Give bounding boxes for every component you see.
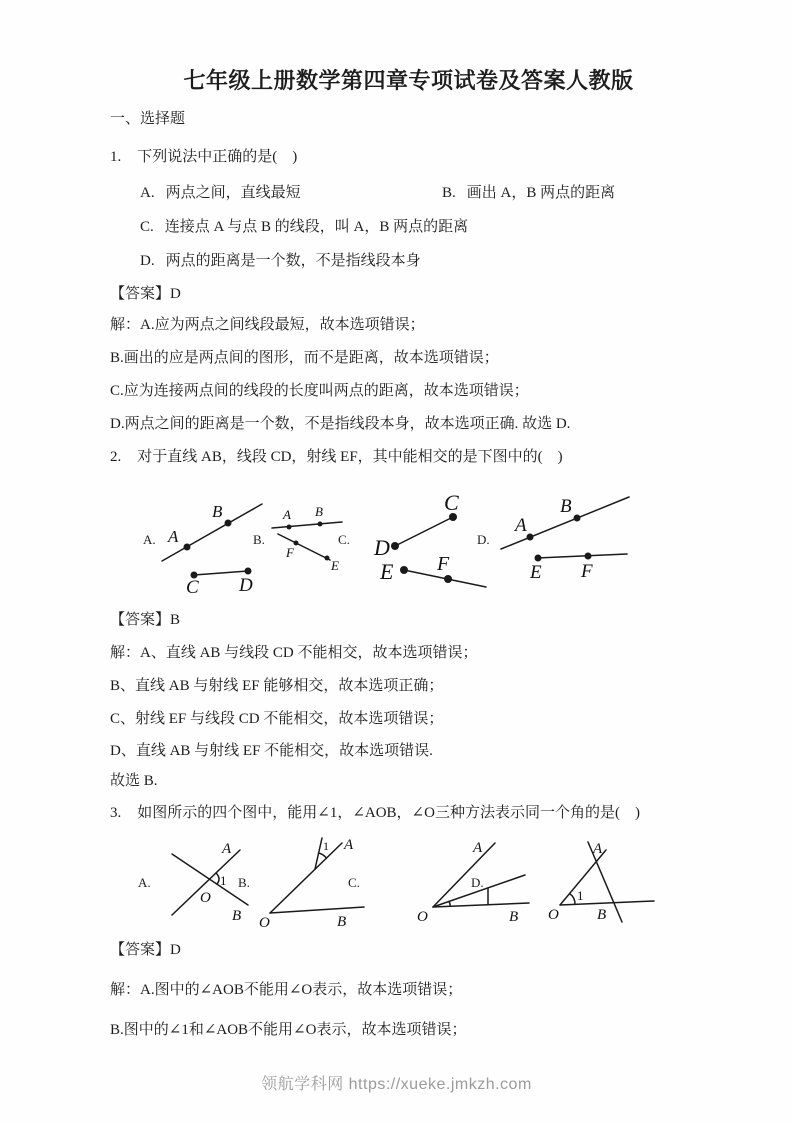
q2b-label-e: E — [331, 558, 339, 573]
q2-stem-line — [110, 448, 563, 467]
q2a-label-a: A — [168, 527, 179, 546]
q3b-label-b: B — [337, 914, 347, 930]
q2d-point-a — [527, 534, 534, 541]
q1-explanation-2: B.画出的应是两点间的图形，而不是距离，故本选项错误； — [110, 350, 499, 366]
q2d-point-e — [535, 555, 542, 562]
q1-explanation-3: C.应为连接两点间的线段的长度叫两点的距离，故本选项错误； — [110, 383, 529, 399]
q2b-label-a: A — [283, 507, 291, 522]
q1-stem: 下列说法中正确的是( ) — [137, 149, 298, 165]
q3-stem-line — [110, 804, 640, 823]
q2-figure-c — [360, 475, 490, 597]
q2-figure-b-label: B. — [253, 532, 265, 547]
q2-explanation-1: 解：A、直线 AB 与线段 CD 不能相交，故本选项错误； — [110, 645, 478, 661]
q2-explanation-3: C、射线 EF 与线段 CD 不能相交，故本选项错误； — [110, 711, 444, 727]
q2b-line-ab — [272, 522, 342, 528]
q3c-ray-ob — [433, 903, 529, 907]
q3b-ray-ob — [270, 907, 364, 913]
q3-figure-b-label: B. — [238, 875, 250, 890]
q2c-point-d — [391, 542, 399, 550]
q2b-label-b: B — [315, 504, 323, 519]
q3-figure-d — [548, 838, 660, 930]
q2d-point-f — [585, 553, 592, 560]
q2c-label-d: D — [374, 535, 390, 560]
q3-explanation-1: 解：A.图中的∠AOB不能用∠O表示，故本选项错误； — [110, 982, 463, 998]
q1-option-c — [140, 218, 468, 237]
q2a-point-b — [225, 520, 232, 527]
q3d-label-b: B — [597, 907, 607, 923]
q2c-label-c: C — [444, 490, 459, 515]
q1-option-d-text: 两点的距离是一个数，不是指线段本身 — [165, 253, 421, 269]
q2c-segment-dc — [395, 517, 453, 546]
q3b-ray-oa — [270, 843, 342, 913]
q1-option-b-label: B. — [442, 185, 456, 201]
q3a-label-angle1: 1 — [220, 873, 227, 888]
q3-number: 3. — [110, 805, 122, 821]
q2-figure-d — [497, 480, 632, 588]
q3d-angle-arc — [570, 894, 575, 905]
q3a-label-b: B — [232, 908, 242, 924]
q2-stem: 对于直线 AB，线段 CD，射线 EF，其中能相交的是下图中的( ) — [137, 449, 563, 465]
q3-figure-a-label: A. — [138, 875, 151, 890]
q2d-ray-ef — [537, 554, 627, 558]
q3c-label-b: B — [509, 909, 519, 925]
q2d-label-e: E — [530, 562, 542, 583]
q2-explanation-2: B、直线 AB 与射线 EF 能够相交，故本选项正确； — [110, 678, 444, 694]
watermark: 领航学科网 https://xueke.jmkzh.com — [261, 1076, 532, 1093]
q2a-point-d — [245, 568, 252, 575]
q1-option-c-text: 连接点 A 与点 B 的线段，叫 A，B 两点的距离 — [164, 219, 469, 235]
q3b-angle-arc — [319, 853, 327, 858]
q2a-label-c: C — [186, 577, 199, 598]
q2a-label-d: D — [239, 575, 253, 596]
q2-figure-a — [160, 485, 265, 598]
q2c-point-f — [444, 575, 452, 583]
q1-option-a-text: 两点之间，直线最短 — [165, 185, 301, 201]
q3b-label-angle1: 1 — [323, 839, 329, 853]
q3-answer: 【答案】D — [110, 942, 181, 958]
q2-figure-b — [272, 498, 344, 580]
q2-answer: 【答案】B — [110, 612, 181, 628]
q2d-label-f: F — [581, 561, 593, 582]
q2b-point-f — [294, 541, 299, 546]
q3b-label-a: A — [344, 837, 354, 853]
q2d-point-b — [574, 515, 581, 522]
q3c-ray-oa — [433, 843, 495, 907]
q3a-label-o: O — [200, 890, 211, 906]
q3-explanation-2: B.图中的∠1和∠AOB不能用∠O表示，故本选项错误； — [110, 1022, 467, 1038]
q3c-label-a: A — [473, 840, 483, 856]
q1-option-b — [442, 184, 615, 203]
q2a-label-b: B — [212, 502, 223, 521]
q1-stem-line — [110, 148, 297, 167]
q1-number: 1. — [110, 149, 122, 165]
q2a-point-a — [184, 544, 191, 551]
q1-option-b-text: 画出 A，B 两点的距离 — [466, 185, 616, 201]
q1-option-a-label: A. — [140, 185, 155, 201]
q1-explanation-1: 解：A.应为两点之间线段最短，故本选项错误； — [110, 317, 425, 333]
q3d-label-a: A — [593, 841, 603, 857]
q2-figure-c-label: C. — [338, 532, 350, 547]
q3-figure-c-label: C. — [348, 875, 360, 890]
q2-explanation-5: 故选 B. — [110, 773, 158, 789]
q3d-label-o: O — [548, 907, 559, 923]
q1-option-a — [140, 184, 301, 203]
q1-option-c-label: C. — [140, 219, 154, 235]
q2-explanation-4: D、直线 AB 与射线 EF 不能相交，故本选项错误. — [110, 743, 433, 759]
q2d-label-b: B — [560, 496, 572, 517]
q3c-label-o: O — [417, 909, 428, 925]
q2b-point-b — [318, 522, 323, 527]
q3-stem: 如图所示的四个图中，能用∠1，∠AOB，∠O三种方法表示同一个角的是( ) — [137, 805, 640, 821]
q2c-label-e: E — [380, 559, 394, 584]
section-heading: 一、选择题 — [110, 111, 186, 127]
q2c-label-f: F — [437, 553, 450, 575]
q2b-point-e — [325, 556, 330, 561]
q1-answer: 【答案】D — [110, 286, 181, 302]
q3-figure-d-label: D. — [471, 875, 484, 890]
q3a-label-a: A — [222, 841, 232, 857]
q1-option-d — [140, 252, 421, 271]
q2b-point-a — [287, 525, 292, 530]
q2b-label-f: F — [286, 545, 294, 560]
q2c-point-e — [400, 566, 408, 574]
q2d-label-a: A — [515, 515, 527, 536]
q2-figure-a-label: A. — [143, 532, 156, 547]
q2-figure-d-label: D. — [477, 532, 490, 547]
q1-option-d-label: D. — [140, 253, 155, 269]
page-title: 七年级上册数学第四章专项试卷及答案人教版 — [183, 68, 634, 93]
q1-explanation-4: D.两点之间的距离是一个数，不是指线段本身，故本选项正确. 故选 D. — [110, 416, 571, 432]
q3a-angle-arc — [216, 873, 219, 884]
q3b-label-o: O — [259, 915, 270, 931]
q2-number: 2. — [110, 449, 122, 465]
q3d-label-angle1: 1 — [577, 888, 584, 903]
